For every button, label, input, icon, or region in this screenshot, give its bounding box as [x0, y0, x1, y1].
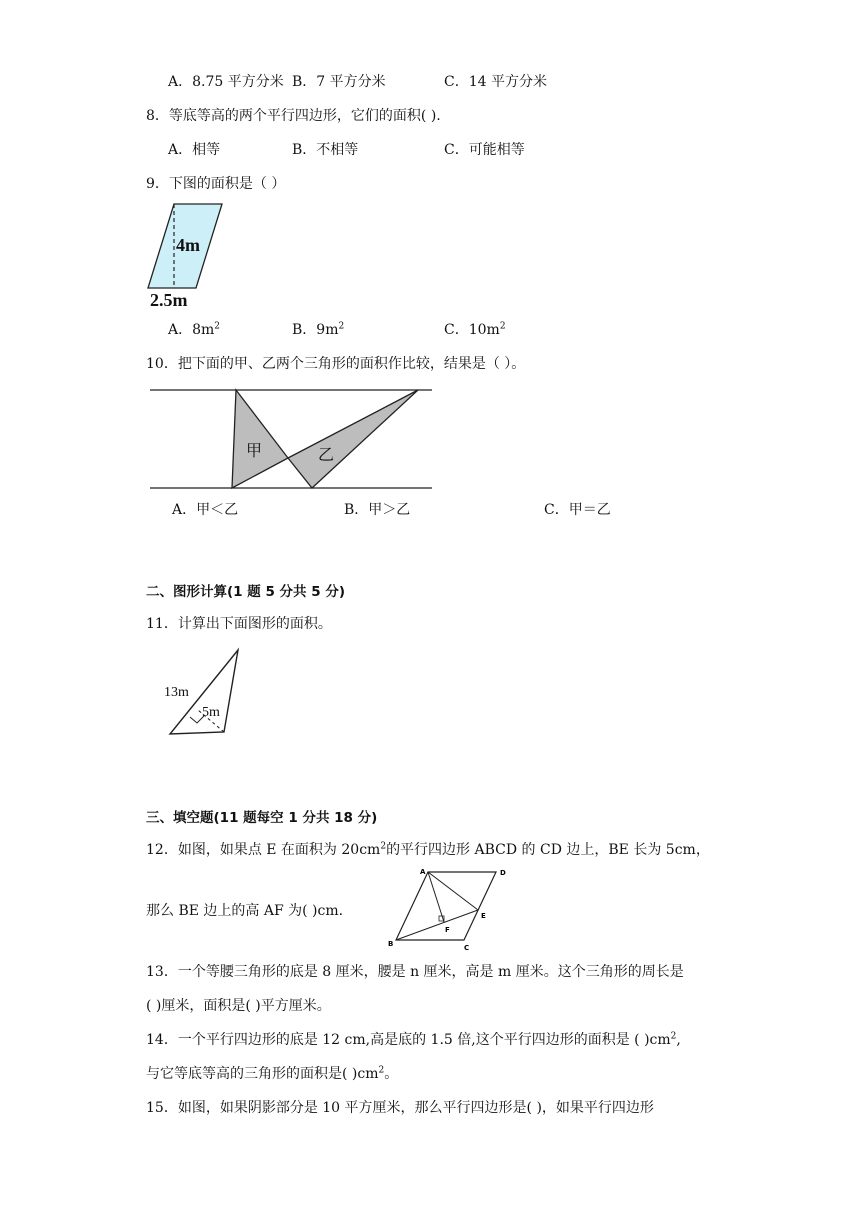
q14-line1	[146, 1030, 681, 1050]
q12-label-c: C	[464, 944, 470, 952]
q10-option-a: A．甲＜乙	[172, 502, 239, 518]
q9-parallelogram-figure	[140, 198, 240, 312]
q8-option-b: B．不相等	[292, 142, 359, 158]
q14-line1-part-b: ,	[676, 1032, 681, 1048]
q12-line1-part-b: 的平行四边形 ABCD 的 CD 边上，BE 长为 5cm，	[386, 842, 710, 858]
q14-line2-part-a: 与它等底等高的三角形的面积是( )cm	[146, 1066, 379, 1082]
q12-label-a: A	[420, 868, 426, 876]
q13-line1: 13．一个等腰三角形的底是 8 厘米，腰是 n 厘米，高是 m 厘米。这个三角形的周长是	[146, 964, 684, 980]
q8-stem: 8．等底等高的两个平行四边形，它们的面积( ).	[146, 108, 441, 124]
q10-triangles-figure	[148, 384, 438, 494]
q9-option-a-text: A．8m	[168, 322, 215, 338]
q9-option-c	[444, 320, 506, 340]
q9-option-b-sup: 2	[338, 321, 345, 332]
q10-label-yi: 乙	[318, 445, 335, 464]
q14-line2-sup: 2	[378, 1065, 385, 1076]
q14-line1-part-a: 14．一个平行四边形的底是 12 cm,高是底的 1.5 倍,这个平行四边形的面积是 ( )cm	[146, 1032, 671, 1048]
q12-line1-part-a: 12．如图，如果点 E 在面积为 20cm	[146, 842, 381, 858]
q12-line-af	[428, 872, 444, 922]
q9-option-b	[292, 320, 344, 340]
q12-label-d: D	[500, 869, 506, 877]
q9-option-a	[168, 320, 220, 340]
q12-line2: 那么 BE 边上的高 AF 为( )cm.	[146, 903, 344, 919]
q11-side-label: 13m	[164, 685, 189, 700]
q12-label-b: B	[388, 940, 394, 948]
q9-option-c-text: C．10m	[444, 322, 500, 338]
q12-label-f: F	[445, 926, 450, 934]
q10-option-c: C．甲＝乙	[544, 502, 611, 518]
q7-option-c: C．14 平方分米	[444, 74, 547, 90]
q9-base-label: 2.5m	[150, 290, 188, 310]
q7-option-a: A．8.75 平方分米	[168, 74, 284, 90]
q10-stem: 10．把下面的甲、乙两个三角形的面积作比较，结果是（ ）。	[146, 356, 526, 372]
q14-line1-sup: 2	[670, 1031, 677, 1042]
q11-triangle-figure	[160, 644, 270, 744]
q12-line1	[146, 840, 710, 860]
q9-option-c-sup: 2	[499, 321, 506, 332]
q10-triangle-yi	[288, 390, 418, 488]
q12-line1-sup: 2	[380, 841, 387, 852]
section3-title: 三、填空题(11 题每空 1 分共 18 分)	[146, 810, 378, 826]
q12-line-ae	[428, 872, 478, 910]
q8-option-c: C．可能相等	[444, 142, 525, 158]
q11-height-label: 5m	[202, 705, 220, 720]
q8-option-a: A．相等	[168, 142, 221, 158]
q10-option-b: B．甲＞乙	[344, 502, 411, 518]
q12-label-e: E	[481, 912, 486, 920]
q14-line2-part-b: 。	[384, 1066, 399, 1082]
q10-label-jia: 甲	[246, 441, 263, 460]
q15-line1: 15．如图，如果阴影部分是 10 平方厘米，那么平行四边形是( )，如果平行四边形	[146, 1100, 654, 1116]
q7-option-b: B．7 平方分米	[292, 74, 386, 90]
q9-option-a-sup: 2	[214, 321, 221, 332]
q10-triangle-jia	[232, 390, 288, 488]
q9-height-label: 4m	[176, 235, 200, 255]
q9-option-b-text: B．9m	[292, 322, 339, 338]
q9-stem: 9．下图的面积是（ ）	[146, 176, 286, 192]
q11-stem: 11．计算出下面图形的面积。	[146, 616, 332, 632]
section2-title: 二、图形计算(1 题 5 分共 5 分)	[146, 584, 346, 600]
q13-line2: ( )厘米，面积是( )平方厘米。	[146, 998, 331, 1014]
q14-line2	[146, 1064, 398, 1084]
q12-parallelogram-figure	[386, 866, 516, 952]
